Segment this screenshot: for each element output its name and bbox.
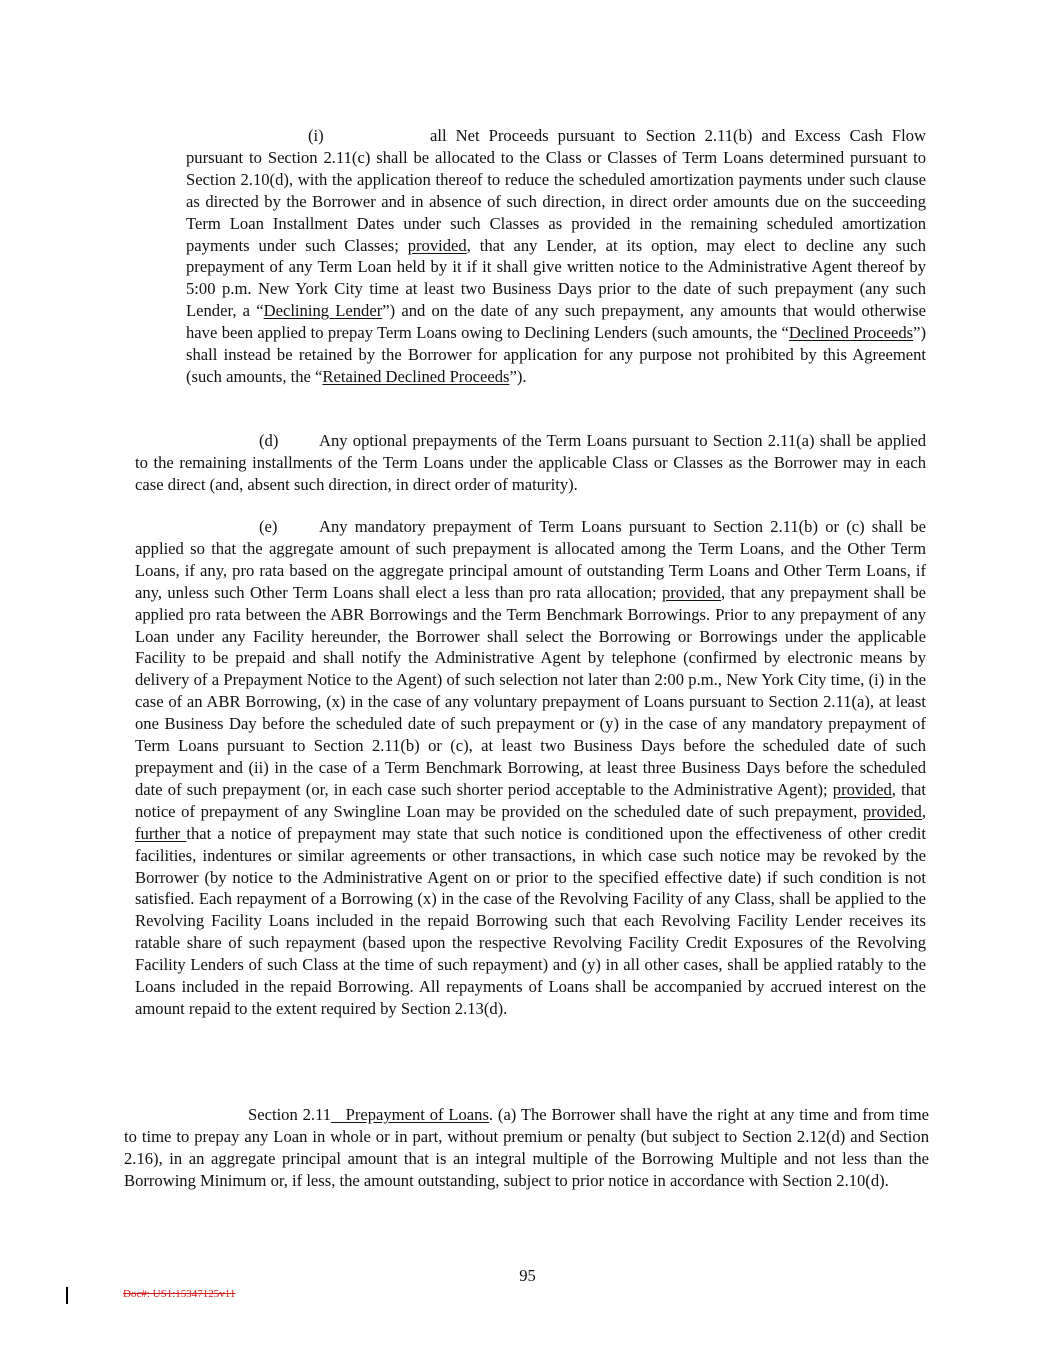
paragraph-i: (i) all Net Proceeds pursuant to Section 2.11(b) and Excess Cash Flow pursuant to Section 2.11(c) shall be allocated to the Class or Classes of Term Loans determined pursuant to Section 2.10(d), with the application thereof to reduce the scheduled amortization payments under such clause as directed by the Borrower and in absence of such direction, in direct order amounts due on the succeeding Term Loan Installment Dates under such Classes as provided in the remaining scheduled amortization payments under such Classes; provided, that any Lender, at its option, may elect to decline any such prepayment of any Term Loan held by it if it shall give written notice to the Administrative Agent thereof by 5:00 p.m. New York City time at least two Business Days prior to the date of such prepayment (any such Lender, a “Declining Lender”) and on the date of any such prepayment, any amounts that would otherwise have been applied to prepay Term Loans owing to Declining Lenders (such amounts, the “Declined Proceeds”) shall instead be retained by the Borrower for application for any purpose not prohibited by this Agreement (such amounts, the “Retained Declined Proceeds”).	[186, 126, 926, 386]
declining-lender-term: Declining Lender	[263, 301, 383, 321]
provided-term: provided	[832, 779, 892, 799]
provided-term: provided	[407, 235, 467, 255]
paragraph-e-label: (e)	[259, 517, 278, 536]
paragraph-d: (d) Any optional prepayments of the Term Loans pursuant to Section 2.11(a) shall be applied to the remaining installments of the Term Loans under the applicable Class or Classes as the Borrower may in each case direct (and, absent such direction, in direct order of maturity).	[135, 431, 926, 494]
declined-proceeds-term: Declined Proceeds	[788, 323, 914, 343]
section-2-11: Section 2.11 Prepayment of Loans. (a) The Borrower shall have the right at any time and from time to time to prepay any Loan in whole or in part, without premium or penalty (but subject to Section 2.12(d) and Section 2.16), in an aggregate principal amount that is an integral multiple of the Borrowing Multiple and not less than the Borrowing Minimum or, if less, the amount outstanding, subject to prior notice in accordance with Section 2.10(d).	[124, 1105, 929, 1190]
paragraph-i-label: (i)	[308, 126, 324, 145]
paragraph-d-label: (d)	[259, 431, 279, 450]
retained-declined-proceeds-term: Retained Declined Proceeds	[322, 366, 510, 386]
change-bar	[66, 1287, 68, 1304]
document-id: Doc#: US1:15347125v11	[123, 1288, 236, 1300]
page-number: 95	[519, 1266, 536, 1285]
section-number: Section 2.11	[248, 1105, 332, 1124]
provided-term: provided	[862, 801, 922, 821]
paragraph-e: (e) Any mandatory prepayment of Term Loans pursuant to Section 2.11(b) or (c) shall be applied so that the aggregate amount of such prepayment is allocated among the Term Loans, and the Other Term Loans, if any, pro rata based on the aggregate principal amount of outstanding Term Loans and Other Term Loans, if any, unless such Other Term Loans shall elect a less than pro rata allocation; provided, that any prepayment shall be applied pro rata between the ABR Borrowings and the Term Benchmark Borrowings. Prior to any prepayment of any Loan under any Facility hereunder, the Borrower shall select the Borrowing or Borrowings under the applicable Facility to be prepaid and shall notify the Administrative Agent by telephone (confirmed by electronic means by delivery of a Prepayment Notice to the Agent) of such selection not later than 2:00 p.m., New York City time, (i) in the case of an ABR Borrowing, (x) in the case of any voluntary prepayment of Loans pursuant to Section 2.11(a), at least one Business Day before the scheduled date of such prepayment or (y) in the case of any mandatory prepayment of Term Loans pursuant to Section 2.11(b) or (c), at least two Business Days before the scheduled date of such prepayment and (ii) in the case of a Term Benchmark Borrowing, at least three Business Days before the scheduled date of such prepayment (or, in each case such shorter period acceptable to the Administrative Agent); provided, that notice of prepayment of any Swingline Loan may be provided on the scheduled date of such prepayment, provided, further that a notice of prepayment may state that such notice is conditioned upon the effectiveness of other credit facilities, indentures or similar agreements or other transactions, in which case such notice may be revoked by the Borrower (by notice to the Administrative Agent on or prior to the specified effective date) if such condition is not satisfied. Each repayment of a Borrowing (x) in the case of the Revolving Facility of any Class, shall be applied to the Revolving Facility Loans included in the repaid Borrowing such that each Revolving Facility Lender receives its ratable share of such repayment (based upon the respective Revolving Facility Credit Exposures of the Revolving Facility Lenders of such Class at the time of such repayment) and (y) in all other cases, shall be applied ratably to the Loans included in the repaid Borrowing. All repayments of Loans shall be accompanied by accrued interest on the amount repaid to the extent required by Section 2.13(d).	[135, 517, 926, 1018]
further-term: further	[135, 823, 187, 843]
section-title: Prepayment of Loans	[345, 1105, 489, 1124]
provided-term: provided	[661, 582, 721, 602]
